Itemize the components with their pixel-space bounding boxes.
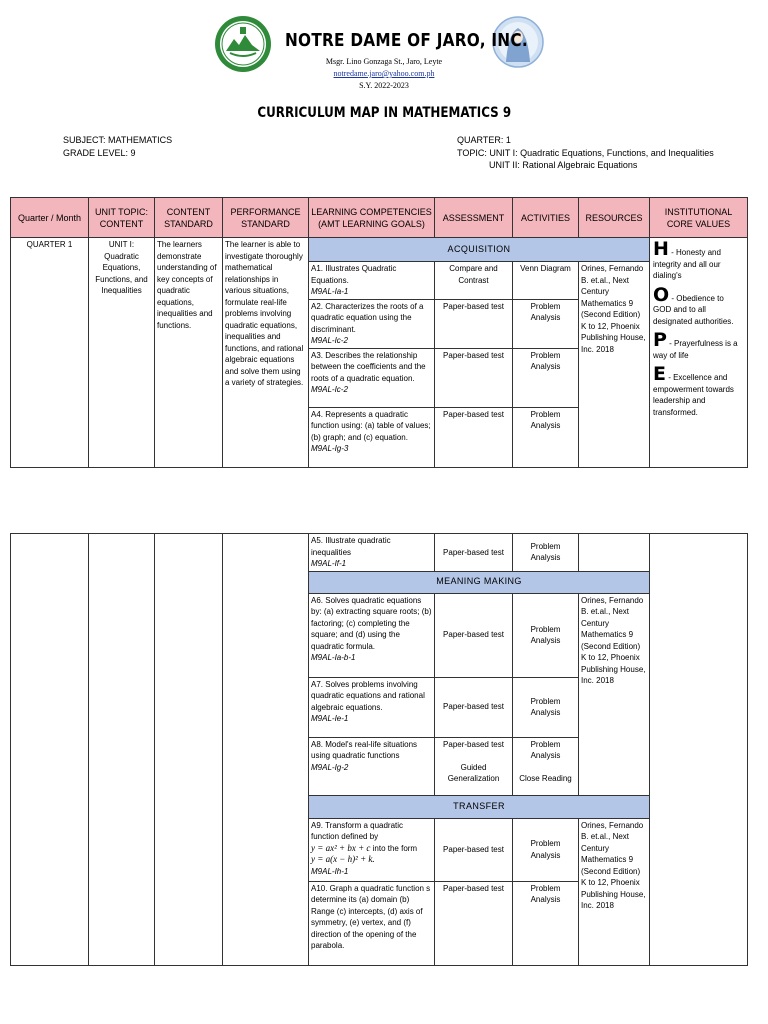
column-header-core-values: INSTITUTIONAL CORE VALUES: [650, 198, 748, 238]
phase-header-meaning-making: MEANING MAKING: [309, 571, 650, 593]
activity-cell: Problem Analysis: [513, 348, 579, 407]
competency-code: M9AL-Ih-1: [311, 866, 349, 876]
core-value-text-e: - Excellence and empowerment towards leadership and transformed.: [653, 373, 734, 417]
competency-code: M9AL-Ic-2: [311, 336, 348, 345]
column-header-quarter: Quarter / Month: [11, 198, 89, 238]
column-header-resources: RESOURCES: [579, 198, 650, 238]
column-header-content-standard: CONTENT STANDARD: [155, 198, 223, 238]
activity-cell: Problem Analysis: [513, 593, 579, 677]
competency-cell: A8. Model's real-life situations using quadratic functions M9AL-Ig-2: [309, 737, 435, 795]
resources-cell: Orines, Fernando B. et.al., Next Century Mathematics 9 (Second Edition) K to 12, Phoenix Publishing House, Inc. 2018: [579, 593, 650, 795]
competency-cell: A4. Represents a quadratic function using: (a) table of values; (b) graph; and (c) equation. M9AL-Ig-3: [309, 407, 435, 467]
column-header-performance-standard: PERFORMANCE STANDARD: [223, 198, 309, 238]
table-row: [11, 534, 748, 572]
column-header-learning-competencies: LEARNING COMPETENCIES (AMT LEARNING GOALS): [309, 198, 435, 238]
school-email-link[interactable]: notredame.jaro@yahoo.com.ph: [333, 69, 435, 78]
core-value-letter-e: E: [653, 363, 666, 385]
curriculum-map-table-page1: [10, 197, 748, 468]
topic-unit1-label: TOPIC: UNIT I: Quadratic Equations, Functions, and Inequalities: [457, 148, 714, 158]
resources-cell: Orines, Fernando B. et.al., Next Century Mathematics 9 (Second Edition) K to 12, Phoenix Publishing House, Inc. 2018: [579, 262, 650, 468]
school-address: Msgr. Lino Gonzaga St., Jaro, Leyte: [325, 57, 443, 66]
school-year: S.Y. 2022-2023: [359, 81, 409, 90]
table-header-row: [11, 198, 748, 238]
content-standard-cell: The learners demonstrate understanding of key concepts of quadratic equations, inequalities and functions.: [155, 238, 223, 468]
competency-cell: A7. Solves problems involving quadratic equations and rational algebraic equations. M9AL-Ie-1: [309, 677, 435, 737]
competency-cell: A10. Graph a quadratic function s determine its (a) domain (b) Range (c) intercepts, (d) axis of symmetry, (e) vertex, and (f) direction of the opening of the parabola.: [309, 881, 435, 965]
document-title: CURRICULUM MAP IN MATHEMATICS 9: [257, 105, 511, 121]
assessment-cell: Compare and Contrast: [435, 262, 513, 300]
grade-level-label: GRADE LEVEL: 9: [63, 148, 136, 158]
core-values-cell-empty: [650, 534, 748, 966]
topic-unit2-label: UNIT II: Rational Algebraic Equations: [489, 160, 638, 170]
assessment-cell: Paper-based test: [435, 593, 513, 677]
competency-cell: A3. Describes the relationship between the coefficients and the roots of a quadratic equation. M9AL-Ic-2: [309, 348, 435, 407]
activity-cell: Venn Diagram: [513, 262, 579, 300]
quarter-cell: QUARTER 1: [11, 238, 89, 468]
competency-cell: A5. Illustrate quadratic inequalities M9AL-If-1: [309, 534, 435, 572]
competency-code: M9AL-Ig-3: [311, 444, 349, 453]
assessment-cell: Paper-based test: [435, 677, 513, 737]
competency-cell: A1. Illustrates Quadratic Equations. M9AL-Ia-1: [309, 262, 435, 300]
activity-cell: Problem Analysis: [513, 818, 579, 881]
competency-code: M9AL-Ig-2: [311, 762, 349, 772]
resources-cell-empty: [579, 534, 650, 572]
performance-standard-cell: The learner is able to investigate thoroughly mathematical relationships in various situations, formulate real-life problems involving quadratic equations, inequalities and functions, and rational algebraic equations and solve them using a variety of strategies.: [223, 238, 309, 468]
assessment-cell: Paper-based test: [435, 534, 513, 572]
quarter-label: QUARTER: 1: [457, 135, 511, 145]
core-value-text-o: - Obedience to GOD and to all designated authorities.: [653, 293, 734, 326]
assessment-cell: Paper-based test: [435, 407, 513, 467]
core-values-cell: [650, 238, 748, 468]
school-name: NOTRE DAME OF JARO, INC.: [285, 30, 528, 51]
subject-label: SUBJECT: MATHEMATICS: [63, 135, 173, 145]
competency-code: M9AL-Ia-1: [311, 287, 349, 296]
competency-cell: A6. Solves quadratic equations by: (a) extracting square roots; (b) factoring; (c) completing the square; and (d) using the quadratic formula. M9AL-Ia-b-1: [309, 593, 435, 677]
content-standard-cell-empty: [155, 534, 223, 966]
activity-cell: Problem Analysis: [513, 534, 579, 572]
activity-cell: Problem Analysis: [513, 677, 579, 737]
unit-topic-cell: UNIT I: Quadratic Equations, Functions, and Inequalities: [89, 238, 155, 468]
competency-code: M9AL-If-1: [311, 559, 347, 568]
formula-standard-form: y = ax² + bx + c: [311, 842, 371, 853]
assessment-cell: Paper-based test: [435, 348, 513, 407]
formula-vertex-form: y = a(x − h)² + k.: [311, 854, 375, 864]
core-value-text-h: - Honesty and integrity and all our dialing's: [653, 248, 721, 280]
curriculum-map-table-page2: [10, 533, 748, 966]
assessment-secondary: Guided Generalization: [447, 762, 500, 783]
performance-standard-cell-empty: [223, 534, 309, 966]
assessment-cell: Paper-based test Guided Generalization: [435, 737, 513, 795]
core-value-letter-o: O: [653, 283, 670, 306]
activity-cell: Problem Analysis: [513, 407, 579, 467]
unit-topic-cell-empty: [89, 534, 155, 966]
competency-cell: A2. Characterizes the roots of a quadratic equation using the discriminant. M9AL-Ic-2: [309, 299, 435, 348]
assessment-cell: Paper-based test: [435, 881, 513, 965]
phase-header-acquisition: ACQUISITION: [309, 238, 650, 262]
activity-cell: Problem Analysis: [513, 881, 579, 965]
activity-cell: Problem Analysis: [513, 299, 579, 348]
assessment-cell: Paper-based test: [435, 299, 513, 348]
quarter-cell-empty: [11, 534, 89, 966]
competency-code: M9AL-Ia-b-1: [311, 653, 356, 662]
phase-header-transfer: TRANSFER: [309, 795, 650, 818]
core-value-text-p: - Prayerfulness is a way of life: [653, 339, 738, 360]
competency-code: M9AL-Ie-1: [311, 714, 349, 723]
competency-cell: A9. Transform a quadratic function defined by y = ax² + bx + c into the form y = a(x − h)² + k. M9AL-Ih-1: [309, 818, 435, 881]
column-header-assessment: ASSESSMENT: [435, 198, 513, 238]
activity-secondary: Close Reading: [519, 774, 572, 783]
column-header-activities: ACTIVITIES: [513, 198, 579, 238]
core-value-letter-p: P: [653, 329, 667, 351]
assessment-cell: Paper-based test: [435, 818, 513, 881]
competency-code: M9AL-Ic-2: [311, 385, 348, 394]
core-value-letter-h: H: [653, 238, 669, 260]
resources-cell: Orines, Fernando B. et.al., Next Century Mathematics 9 (Second Edition) K to 12, Phoenix Publishing House, Inc. 2018: [579, 818, 650, 965]
column-header-unit-topic: UNIT TOPIC: CONTENT: [89, 198, 155, 238]
activity-cell: Problem Analysis Close Reading: [513, 737, 579, 795]
